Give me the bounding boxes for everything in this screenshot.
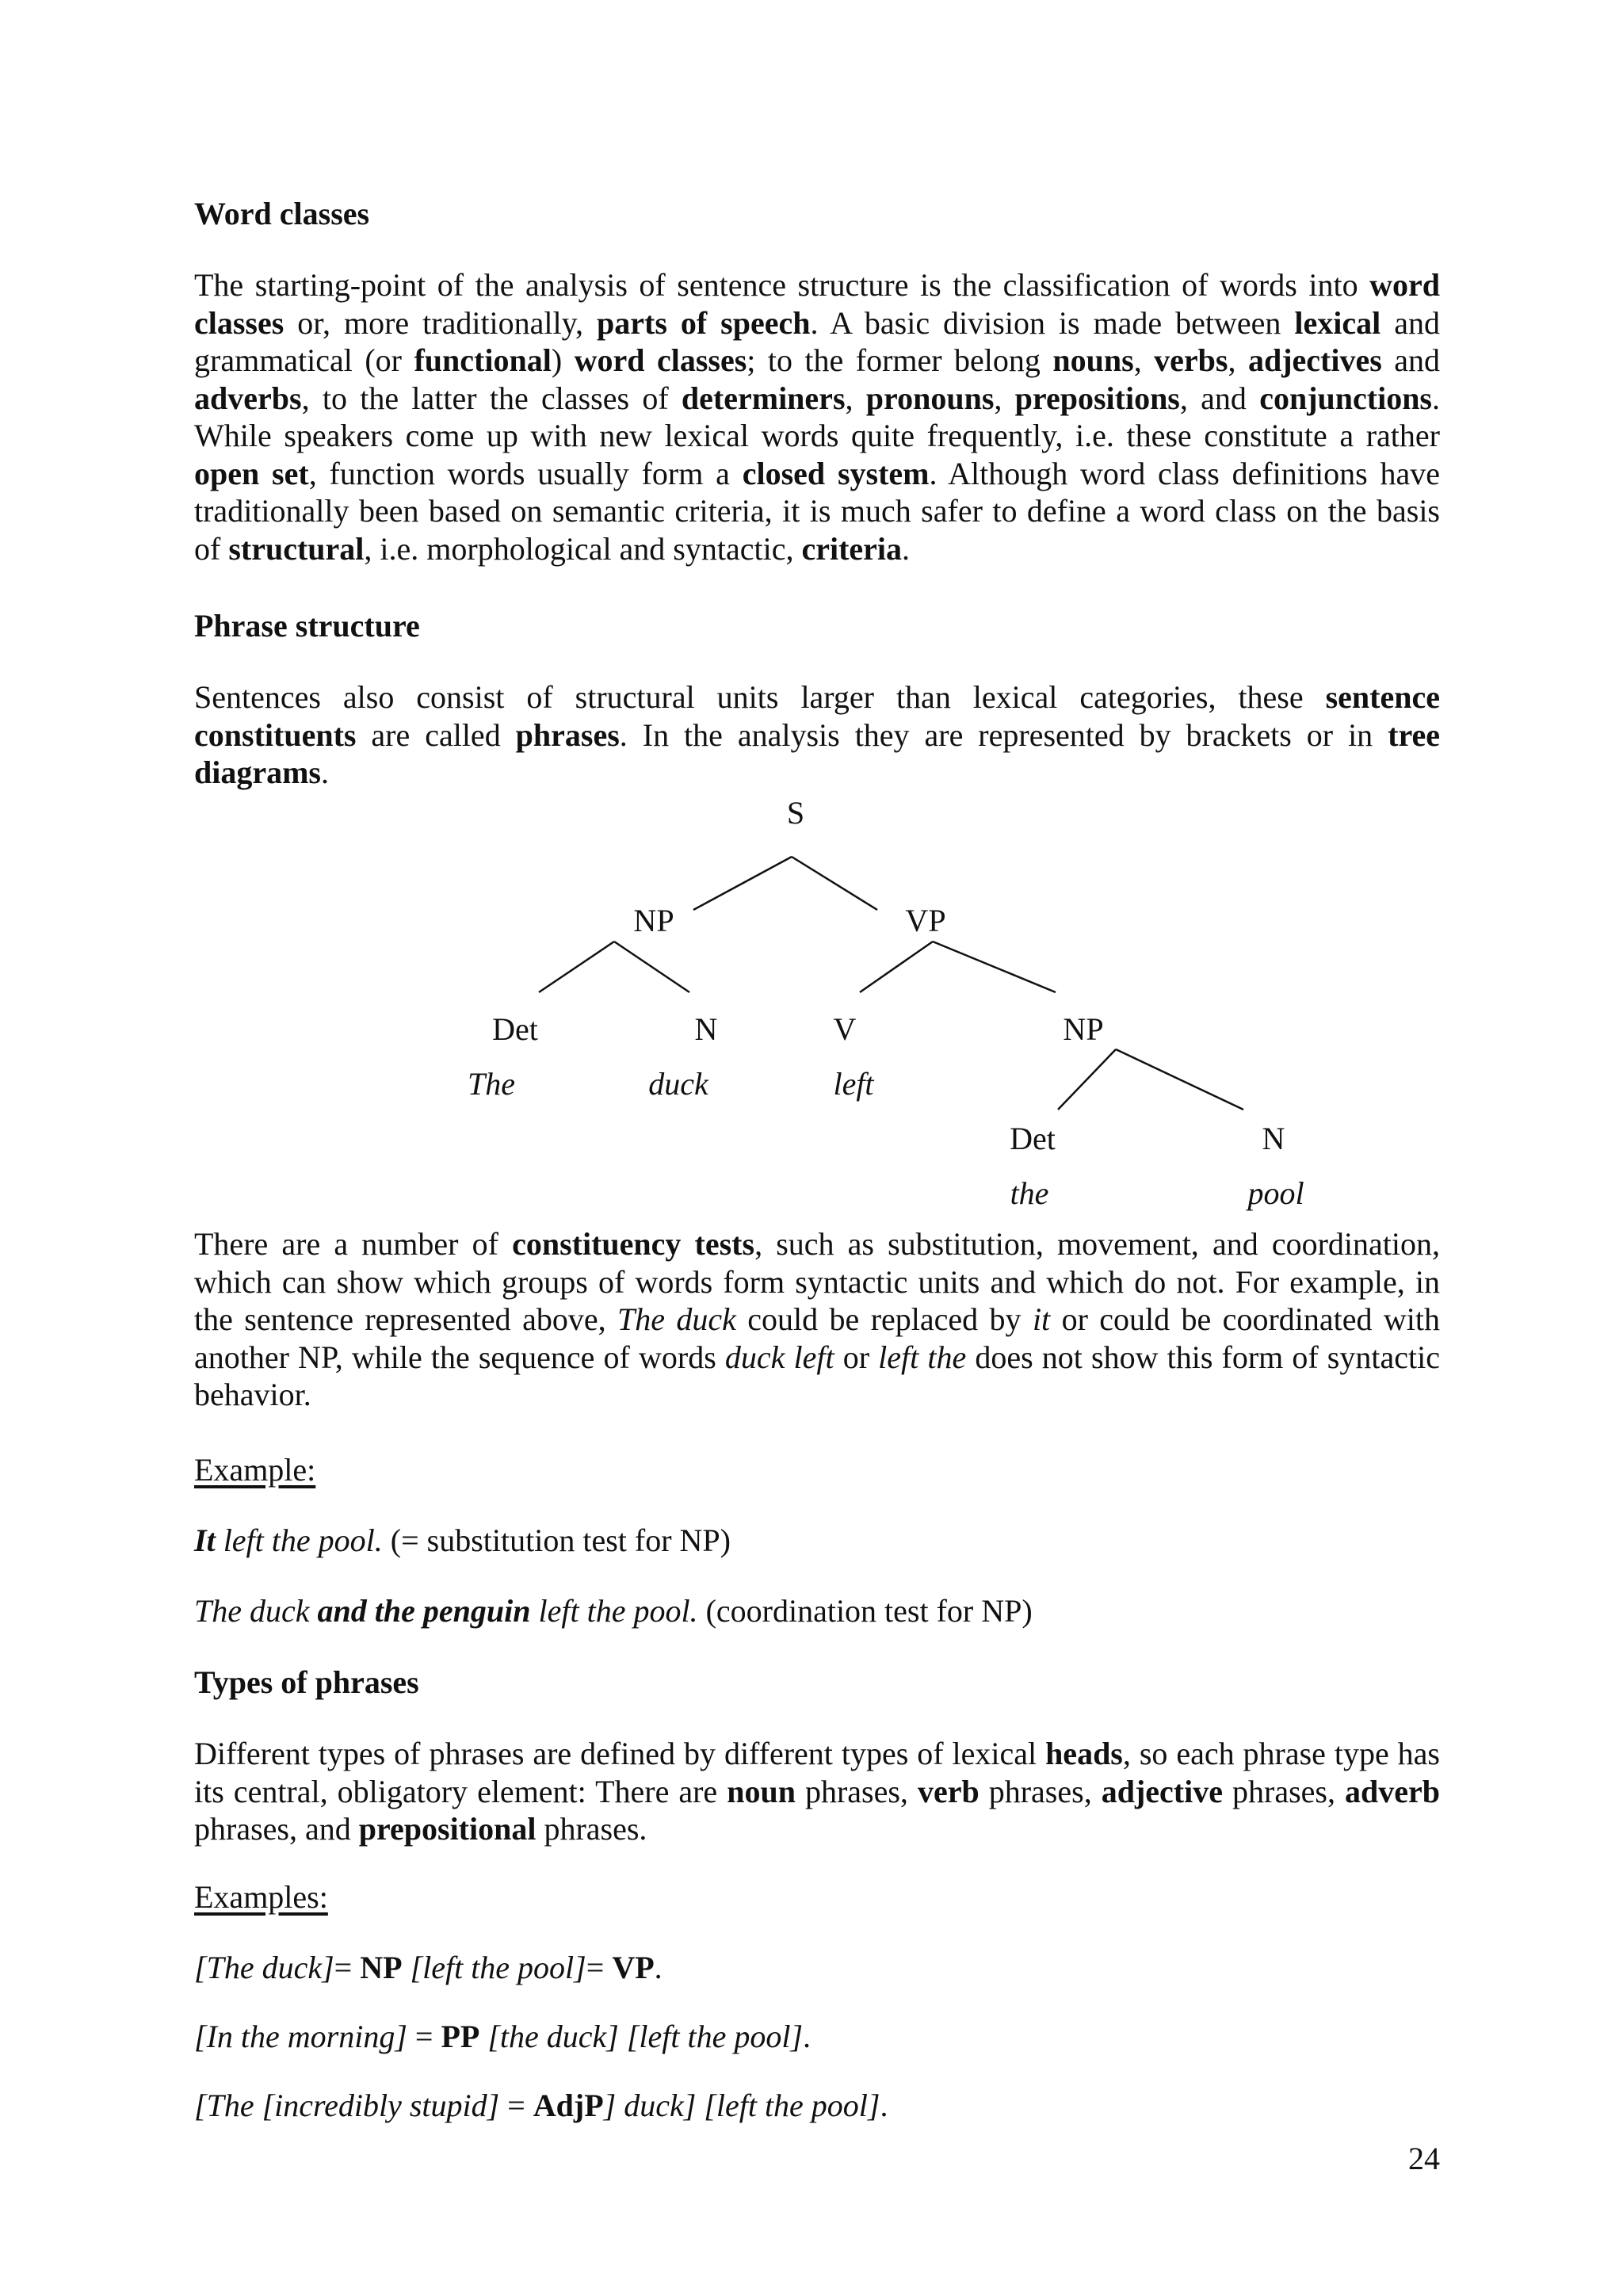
paragraph-constituency-tests: There are a number of constituency tests, such as substitution, movement, and coordination, which can show which groups of words form syntactic units and which do not. For example, in the sentence represented above, The duck could be replaced by it or could be coordinated with another NP, while the sequence of words duck left or left the does not show this form of syntactic behavior. bbox=[194, 1226, 1441, 1412]
branch-s-vp bbox=[792, 857, 877, 910]
heading-phrase-structure: Phrase structure bbox=[194, 608, 420, 644]
branch-s-np bbox=[693, 857, 792, 910]
tree-node-det: Det bbox=[492, 1011, 538, 1047]
syntax-tree-diagram bbox=[194, 0, 1440, 1236]
examples-label: Examples: bbox=[194, 1879, 328, 1915]
branch-np-n bbox=[614, 942, 689, 992]
example-np-vp: [The duck]= NP [left the pool]= VP. bbox=[194, 1950, 663, 1985]
heading-types-of-phrases: Types of phrases bbox=[194, 1664, 419, 1700]
tree-node-vp: VP bbox=[905, 903, 946, 938]
example-pp: [In the morning] = PP [the duck] [left the pool]. bbox=[194, 2019, 812, 2054]
tree-word-the: The bbox=[468, 1066, 515, 1102]
paragraph-phrase-structure: Sentences also consist of structural units larger than lexical categories, these sentence constituents are called phrases. In the analysis they are represented by brackets or in tree diagrams. bbox=[194, 679, 1440, 790]
tree-node-n: N bbox=[694, 1011, 718, 1047]
tree-node-s: S bbox=[786, 795, 805, 831]
branch-vp-v bbox=[860, 942, 933, 992]
branch-vp-np bbox=[933, 942, 1056, 992]
tree-node-v: V bbox=[833, 1011, 857, 1047]
tree-node-det-object: Det bbox=[1010, 1121, 1056, 1156]
tree-word-pool: pool bbox=[1247, 1175, 1304, 1211]
example-label: Example: bbox=[194, 1452, 316, 1488]
tree-node-np: NP bbox=[633, 903, 674, 938]
example-adjp: [The [incredibly stupid] = AdjP] duck] [left the pool]. bbox=[194, 2088, 888, 2123]
tree-node-np-object: NP bbox=[1063, 1011, 1104, 1047]
example-coordination: The duck and the penguin left the pool. (coordination test for NP) bbox=[194, 1593, 1033, 1629]
paragraph-word-classes: The starting-point of the analysis of sentence structure is the classification of words into word classes or, more traditionally, parts of speech. A basic division is made between lexical and grammatical (or functional) word classes; to the former belong nouns, verbs, adjectives and adverbs, to the latter the classes of determiners, pronouns, prepositions, and conjunctions. While speakers come up with new lexical words quite frequently, i.e. these constitute a rather open set, function words usually form a closed system. Although word class definitions have traditionally been based on semantic criteria, it is much safer to define a word class on the basis of structural, i.e. morphological and syntactic, criteria. bbox=[194, 267, 1441, 567]
tree-node-n-object: N bbox=[1262, 1121, 1285, 1156]
tree-word-the-object: the bbox=[1010, 1175, 1049, 1211]
branch-np-det bbox=[539, 942, 614, 992]
tree-word-duck: duck bbox=[648, 1066, 708, 1102]
paragraph-types-of-phrases: Different types of phrases are defined by different types of lexical heads, so each phrase type has its central, obligatory element: There are noun phrases, verb phrases, adjective phrases, adverb phrases, and prepositional phrases. bbox=[194, 1736, 1441, 1847]
branch-np2-det bbox=[1058, 1049, 1116, 1110]
heading-word-classes: Word classes bbox=[194, 196, 370, 231]
example-substitution: It left the pool. (= substitution test for NP) bbox=[194, 1522, 731, 1558]
page-number: 24 bbox=[1408, 2141, 1440, 2176]
tree-branches bbox=[194, 0, 1440, 1236]
branch-np2-n bbox=[1116, 1049, 1243, 1110]
tree-word-left: left bbox=[833, 1066, 874, 1102]
